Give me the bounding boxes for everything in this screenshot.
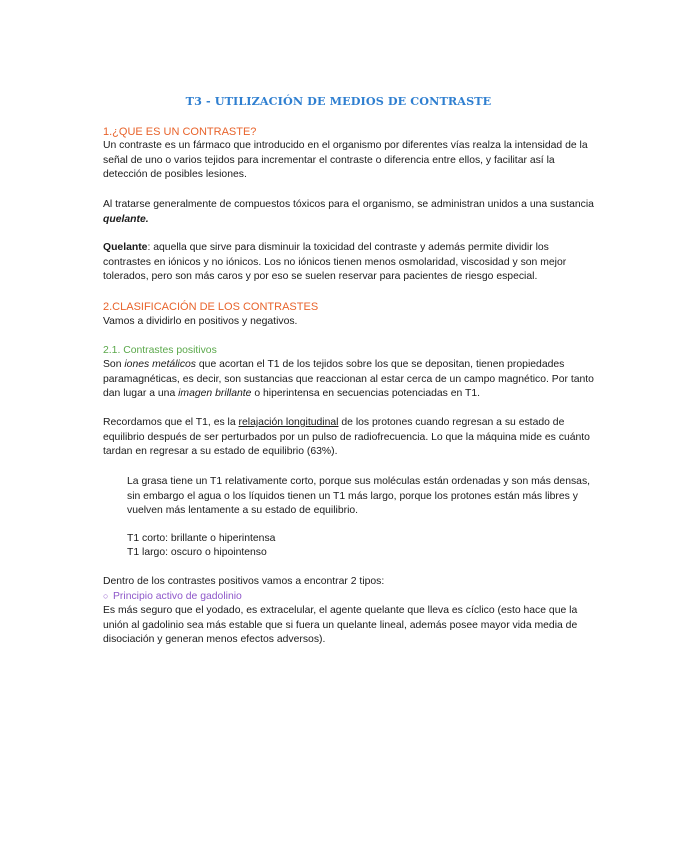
p1-text-a: Son bbox=[103, 359, 125, 370]
types-intro: Dentro de los contrastes positivos vamos a encontrar 2 tipos: bbox=[103, 576, 385, 587]
quelante-emphasis: quelante. bbox=[103, 213, 149, 225]
quelante-definition: : aquella que sirve para disminuir la toxicidad del contraste y además permite dividir los contrastes en iónicos y no iónicos. Los no iónicos tienen menos osmolaridad, viscosidad y son mejor tolerados, pero son más caros y por eso se suelen reservar para pacientes de riesgo especial. bbox=[103, 242, 567, 283]
subsection-heading: 2.1. Contrastes positivos bbox=[103, 345, 217, 356]
p1-italic-iones: iones metálicos bbox=[124, 359, 196, 370]
section1-paragraph-3 bbox=[103, 241, 598, 285]
section1-paragraph-1: Un contraste es un fármaco que introducido en el organismo por diferentes vías realza la intensidad de la señal de uno o varios tejidos para incrementar el contraste o diferencia entre ellos, y facilitar así la detección de posibles lesiones. bbox=[103, 140, 588, 181]
p1-italic-imagen: imagen brillante bbox=[178, 388, 252, 400]
gadolinio-bullet bbox=[103, 589, 598, 605]
indented-paragraph: La grasa tiene un T1 relativamente corto, porque sus moléculas están ordenadas y son más densas, sin embargo el agua o los líquidos tienen un T1 más largo, porque los protones están más libres y vuelven más lentamente a su estado de equilibrio. bbox=[127, 476, 591, 517]
quelante-term: Quelante bbox=[103, 242, 148, 253]
t1-long-line: T1 largo: oscuro o hipointenso bbox=[127, 547, 267, 558]
section1-paragraph-2 bbox=[103, 198, 598, 227]
gadolinio-paragraph: Es más seguro que el yodado, es extracelular, el agente quelante que lleva es cíclico (esto hace que la unión al gadolinio sea más estable que si fuera un quelante lineal, además posee mayor vida media de disociación y generan menos efectos adversos). bbox=[103, 605, 578, 646]
bullet-heading: Principio activo de gadolinio bbox=[113, 591, 242, 602]
t1-short-line: T1 corto: brillante o hiperintensa bbox=[127, 533, 276, 544]
document-title: T3 - UTILIZACIÓN DE MEDIOS DE CONTRASTE bbox=[185, 94, 492, 108]
section2-heading: 2.CLASIFICACIÓN DE LOS CONTRASTES bbox=[103, 301, 319, 313]
bullet-circle-icon: ○ bbox=[103, 591, 109, 601]
section2-intro: Vamos a dividirlo en positivos y negativos. bbox=[103, 316, 298, 327]
p2-underlined-term: relajación longitudinal bbox=[238, 417, 339, 428]
p2-text-b: de los protones cuando regresan a su estado de equilibrio después de ser perturbados por un pulso de radiofrecuencia. Lo que la máquina mide es cuánto tardan en regresar a su estado de equilibrio (63%). bbox=[103, 417, 590, 458]
p1-text-b: que acortan el T1 de los tejidos sobre los que se depositan, tienen propiedades paramagnéticas, es decir, son sustancias que reaccionan al estar cerca de un campo magnético. Por tanto dan lugar a una bbox=[103, 359, 594, 400]
p2-text-a: Recordamos que el T1, es la bbox=[103, 417, 239, 428]
p1-text-c: o hiperintensa en secuencias potenciadas en T1. bbox=[251, 388, 481, 400]
section1-heading: 1.¿QUE ES UN CONTRASTE? bbox=[103, 126, 257, 138]
positivos-paragraph-2 bbox=[103, 416, 598, 460]
positivos-paragraph-1 bbox=[103, 358, 598, 402]
para2-text: Al tratarse generalmente de compuestos tóxicos para el organismo, se administran unidos a una sustancia bbox=[103, 199, 594, 210]
